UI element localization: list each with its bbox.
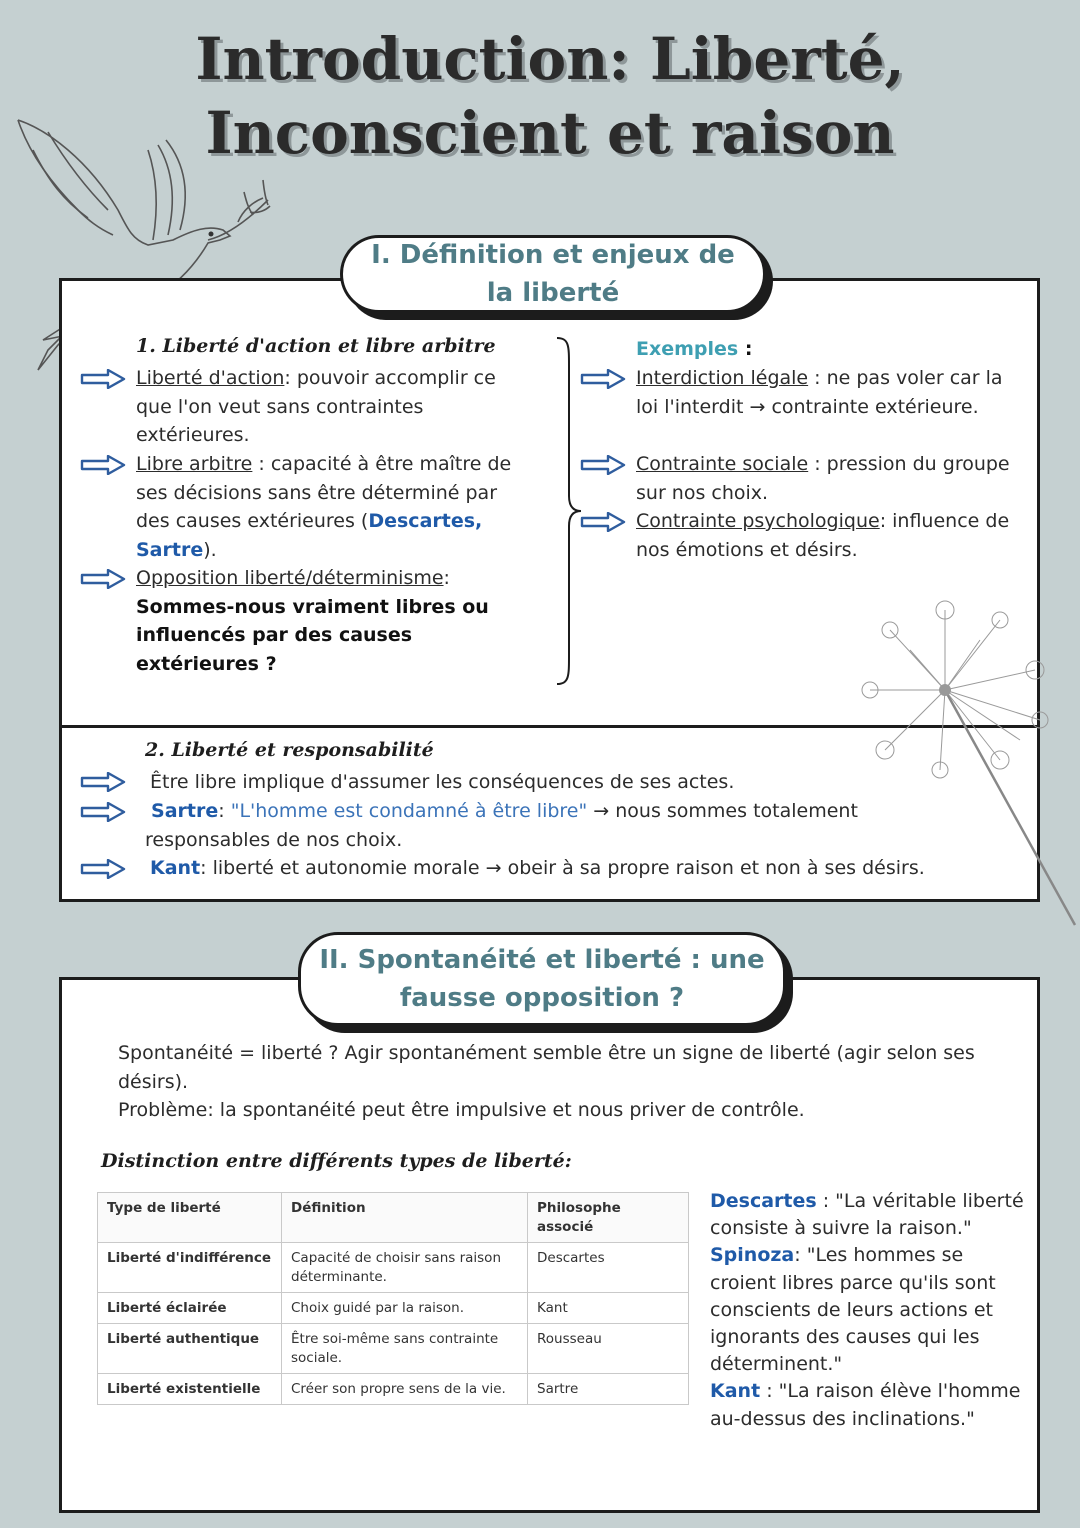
table-cell: Être soi-même sans contrainte sociale. (282, 1324, 528, 1374)
part1-item-opposition: Opposition liberté/déterminisme: Sommes-nous vraiment libres ou influencés par des causes extérieures ? (136, 567, 489, 676)
table-cell: Sartre (528, 1374, 689, 1405)
part1-item-liberte-action: Liberté d'action: pouvoir accomplir ce que l'on veut sans contraintes extérieures. (136, 367, 496, 447)
example-interdiction: Interdiction légale : ne pas voler car la loi l'interdit → contrainte extérieure. (636, 367, 1003, 418)
table-header-cell: Définition (282, 1193, 528, 1243)
part2-line-responsabilite: Être libre implique d'assumer les conséquences de ses actes. (150, 771, 735, 793)
arrow-icon (580, 369, 626, 389)
page-title: Introduction: Liberté, Inconscient et raison (195, 25, 905, 167)
arrow-icon (80, 802, 126, 822)
part1-item-libre-arbitre: Libre arbitre : capacité à être maître de ses décisions sans être déterminé par des causes extérieures (Descartes, Sartre). (136, 453, 512, 562)
arrow-icon (580, 512, 626, 532)
liberty-types-table (97, 1192, 689, 1405)
example-contrainte-psychologique: Contrainte psychologique: influence de nos émotions et désirs. (636, 510, 1010, 561)
table-cell: Liberté d'indifférence (98, 1243, 282, 1293)
table-cell: Choix guidé par la raison. (282, 1293, 528, 1324)
table-cell: Rousseau (528, 1324, 689, 1374)
arrow-icon (80, 569, 126, 589)
arrow-icon (80, 455, 126, 475)
table-row (98, 1324, 689, 1374)
table-row (98, 1243, 689, 1293)
arrow-icon (80, 369, 126, 389)
table-cell: Capacité de choisir sans raison déterminante. (282, 1243, 528, 1293)
part1-title: 1. Liberté d'action et libre arbitre (136, 335, 496, 357)
table-title: Distinction entre différents types de liberté: (101, 1150, 572, 1172)
table-row (98, 1374, 689, 1405)
table-cell: Liberté existentielle (98, 1374, 282, 1405)
example-contrainte-sociale: Contrainte sociale : pression du groupe sur nos choix. (636, 453, 1010, 504)
table-header-row (98, 1193, 689, 1243)
table-header-cell: Philosophe associé (528, 1193, 689, 1243)
arrow-icon (580, 455, 626, 475)
philosopher-quotes (710, 1188, 1030, 1433)
table-cell: Kant (528, 1293, 689, 1324)
section2-heading: II. Spontanéité et liberté : une fausse opposition ? (298, 932, 786, 1026)
table-cell: Liberté authentique (98, 1324, 282, 1374)
part2-line-kant: Kant: liberté et autonomie morale → obeir à sa propre raison et non à ses désirs. (150, 857, 925, 879)
table-cell: Liberté éclairée (98, 1293, 282, 1324)
arrow-icon (80, 859, 126, 879)
table-row (98, 1293, 689, 1324)
section2-intro: Spontanéité = liberté ? Agir spontanément semble être un signe de liberté (agir selon ses désirs). Problème: la spontanéité peut être impulsive et nous priver de contrôle. (118, 1042, 975, 1122)
quote-kant: Kant : "La raison élève l'homme au-dessus des inclinations." (710, 1380, 1021, 1430)
section1-heading: I. Définition et enjeux de la liberté (340, 235, 766, 313)
quote-spinoza: Spinoza: "Les hommes se croient libres parce qu'ils sont conscients de leurs actions et ignorants des causes qui les déterminent." (710, 1244, 996, 1376)
arrow-icon (80, 772, 126, 792)
table-cell: Créer son propre sens de la vie. (282, 1374, 528, 1405)
table-cell: Descartes (528, 1243, 689, 1293)
examples-label: Exemples : (636, 338, 753, 360)
table-header-cell: Type de liberté (98, 1193, 282, 1243)
part2-title: 2. Liberté et responsabilité (145, 739, 434, 761)
quote-descartes: Descartes : "La véritable liberté consiste à suivre la raison." (710, 1190, 1024, 1240)
part2-line-sartre: Sartre: "L'homme est condamné à être libre" → nous sommes totalement responsables de nos choix. (145, 800, 858, 851)
